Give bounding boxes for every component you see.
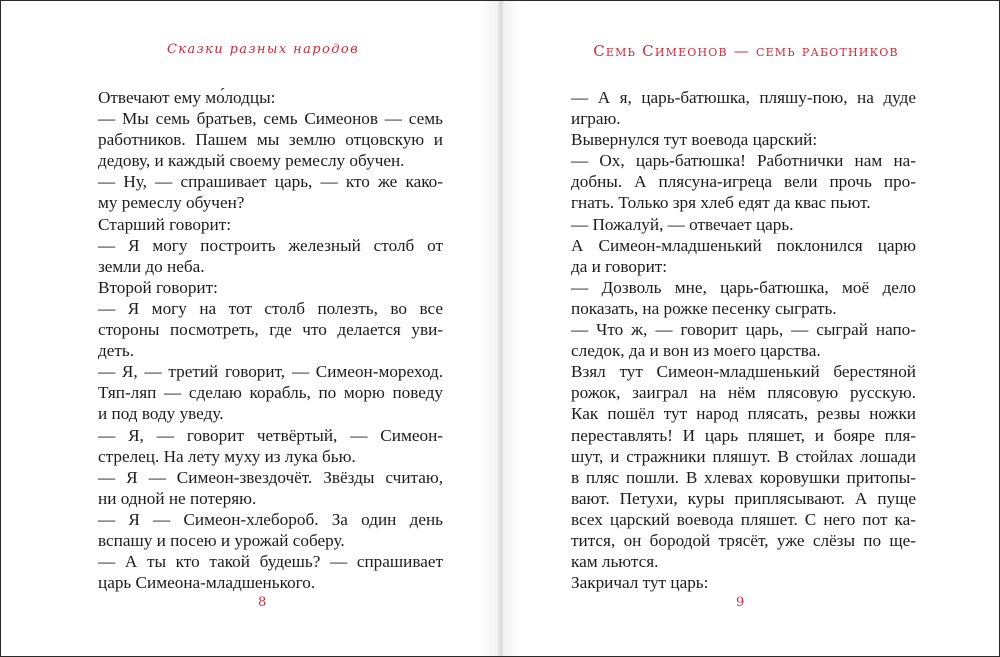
paragraph — [98, 551, 443, 593]
text-line: Тяп-ляп — сделаю корабль, по морю поведу — [98, 383, 443, 403]
text-line: добны. А плясуна-игреца вели прочь про- — [571, 172, 916, 192]
paragraph — [98, 467, 443, 509]
text-line: — Я — Симеон-хлебороб. За один день — [98, 509, 443, 529]
text-line: Второй говорит: — [98, 277, 218, 297]
paragraph — [98, 171, 443, 213]
text-line: царь Симеона-младшенького. — [98, 573, 316, 593]
right-page-number: 9 — [736, 595, 745, 610]
text-line: тится, он бородой трясёт, уже слёзы по ще- — [571, 530, 916, 550]
text-line: — Я, — третий говорит, — Симеон-мореход. — [98, 362, 443, 382]
text-line: му ремеслу обучен? — [98, 193, 245, 213]
text-line: — Я могу на тот столб полезть, во все — [98, 298, 443, 318]
text-line: — Ох, царь-батюшка! Работнички нам на- — [571, 151, 916, 171]
text-line: работников. Пашем мы землю отцовскую и — [98, 130, 443, 150]
right-running-head: Семь Симеонов — семь работников — [593, 42, 899, 60]
text-line: шут, и стражники пляшут. В стойлах лошади — [571, 446, 916, 466]
paragraph — [98, 425, 443, 467]
paragraph — [571, 319, 916, 361]
paragraph — [98, 509, 443, 551]
text-line: А Симеон-младшенький поклонился царю — [571, 235, 916, 255]
text-line: Отвечают ему мо́лодцы: — [98, 88, 276, 107]
text-line: всех царский воевода пляшет. С него пот ка- — [571, 509, 916, 529]
right-page-text — [571, 87, 916, 593]
paragraph — [571, 361, 916, 572]
text-line: Взял тут Симеон-младшенький берестяной — [571, 362, 916, 382]
left-page — [1, 1, 499, 656]
text-line: кам льются. — [571, 552, 659, 572]
text-line: — А ты кто такой будешь? — спрашивает — [98, 552, 443, 572]
paragraph — [571, 150, 916, 213]
book-gutter — [481, 1, 521, 656]
text-line: стороны посмотреть, где что делается уви- — [98, 320, 443, 340]
text-line: вают. Петухи, куры приплясывают. А пуще — [571, 488, 916, 508]
paragraph — [571, 235, 916, 277]
paragraph — [98, 361, 443, 424]
text-line: — А я, царь-батюшка, пляшу-пою, на дуде — [571, 88, 916, 107]
text-line: играю. — [571, 109, 621, 129]
text-line: дедову, и каждый своему ремеслу обучен. — [98, 151, 405, 171]
text-line: ни одной не потеряю. — [98, 488, 257, 508]
text-line: Старший говорит: — [98, 214, 231, 234]
text-line: деть. — [98, 341, 135, 361]
text-line: Закричал тут царь: — [571, 573, 709, 593]
paragraph — [98, 235, 443, 277]
text-line: показать, на рожке песенку сыграть. — [571, 298, 837, 318]
text-line: — Пожалуй, — отвечает царь. — [571, 214, 794, 234]
paragraph — [98, 277, 443, 298]
text-line: и под воду уведу. — [98, 404, 224, 424]
text-line: в пляс пошли. В хлевах коровушки притопы- — [571, 467, 916, 487]
paragraph — [571, 572, 916, 593]
text-line: земли до неба. — [98, 256, 205, 276]
left-page-number: 8 — [258, 595, 267, 610]
paragraph — [571, 129, 916, 150]
text-line: — Я могу построить железный столб от — [98, 235, 443, 255]
text-line: — Я — Симеон-звездочёт. Звёзды считаю, — [98, 467, 443, 487]
right-page — [501, 1, 999, 656]
left-page-text — [98, 87, 443, 593]
text-line: Вывернулся тут воевода царский: — [571, 130, 818, 150]
paragraph — [98, 214, 443, 235]
text-line: Как пошёл тут народ плясать, резвы ножки — [571, 404, 916, 424]
text-line: — Ну, — спрашивает царь, — кто же како- — [98, 172, 443, 192]
text-line: рожок, заиграл на нём плясовую русскую. — [571, 383, 916, 403]
paragraph — [571, 277, 916, 319]
paragraph — [98, 108, 443, 171]
text-line: переставлять! И царь пляшет, и бояре пля- — [571, 425, 916, 445]
text-line: стрелец. На лету муху из лука бью. — [98, 446, 356, 466]
paragraph — [98, 298, 443, 361]
text-line: — Что ж, — говорит царь, — сыграй напо- — [571, 320, 916, 340]
text-line: гнать. Только зря хлеб едят да квас пьют. — [571, 193, 871, 213]
text-line: вспашу и посею и урожай соберу. — [98, 530, 345, 550]
text-line: — Мы семь братьев, семь Симеонов — семь — [98, 109, 443, 129]
text-line: следок, да и вон из моего царства. — [571, 341, 821, 361]
text-line: — Я, — говорит четвёртый, — Симеон- — [98, 425, 443, 445]
paragraph — [98, 87, 443, 108]
text-line: — Дозволь мне, царь-батюшка, моё дело — [571, 277, 916, 297]
left-running-head: Сказки разных народов — [166, 42, 360, 57]
text-line: да и говорит: — [571, 256, 668, 276]
paragraph — [571, 87, 916, 129]
paragraph — [571, 214, 916, 235]
